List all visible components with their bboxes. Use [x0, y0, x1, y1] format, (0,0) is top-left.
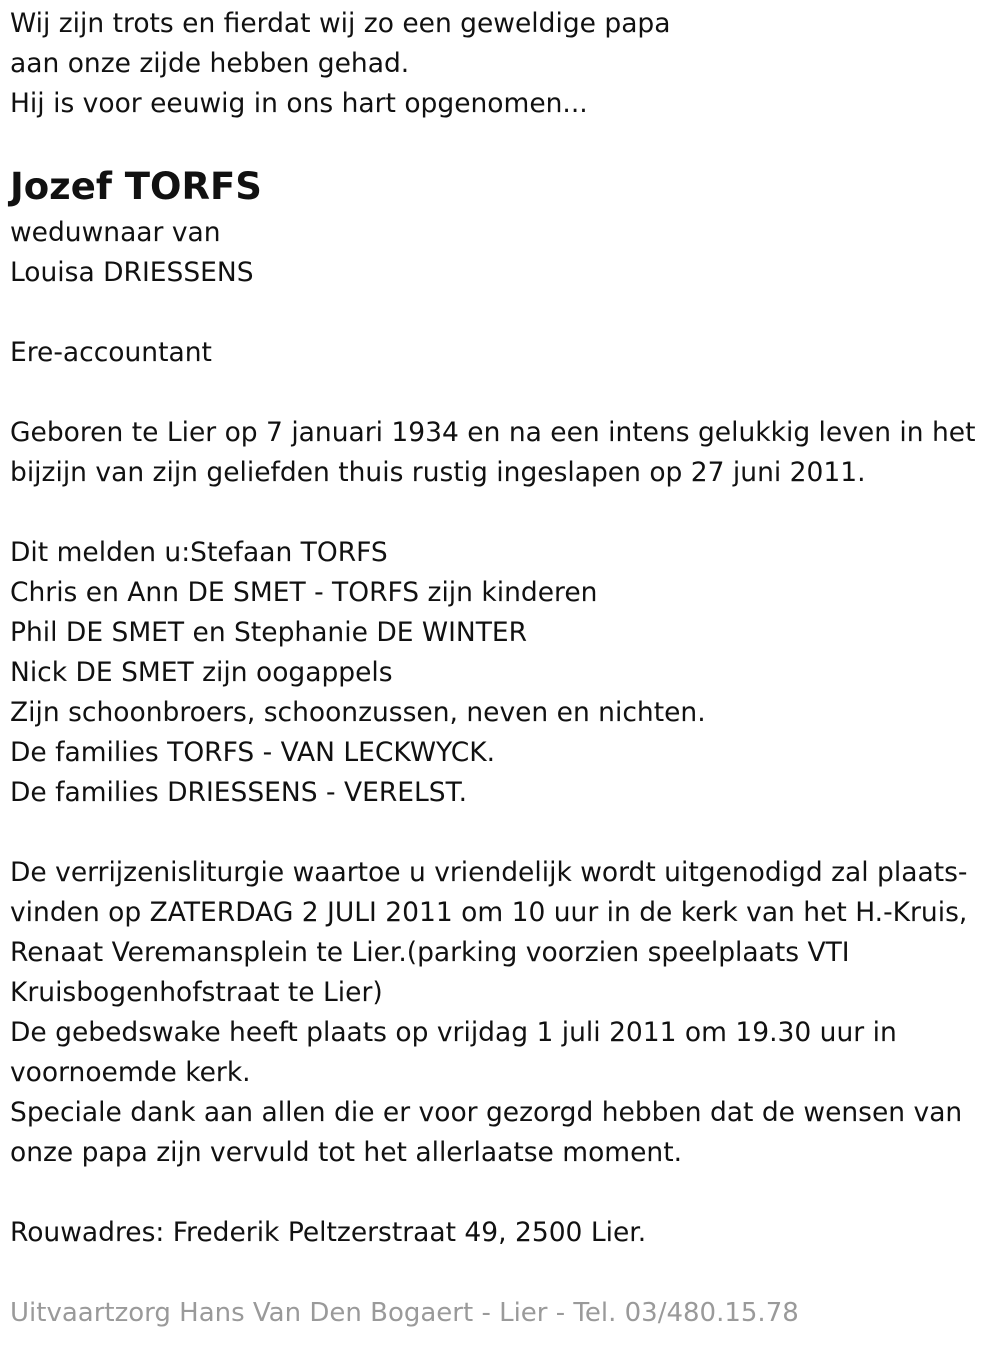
deceased-name: Jozef TORFS: [10, 165, 262, 208]
ceremony-line: De verrijzenisliturgie waartoe u vriendelijk wordt uitgenodigd zal plaats-: [10, 857, 968, 888]
spacer: [10, 373, 995, 413]
spacer: [10, 293, 995, 333]
life-line: bijzijn van zijn geliefden thuis rustig ingeslapen op 27 juni 2011.: [10, 457, 866, 488]
life-line: Geboren te Lier op 7 januari 1934 en na een intens gelukkig leven in het: [10, 417, 976, 448]
family-line: De families DRIESSENS - VERELST.: [10, 777, 468, 808]
spacer: [10, 813, 995, 853]
family-line: De families TORFS - VAN LECKWYCK.: [10, 737, 496, 768]
ceremony-line: De gebedswake heeft plaats op vrijdag 1 juli 2011 om 19.30 uur in: [10, 1017, 897, 1048]
mourning-address: Rouwadres: Frederik Peltzerstraat 49, 2500 Lier.: [10, 1217, 647, 1248]
obituary-notice: [10, 4, 995, 1253]
ceremony-line: onze papa zijn vervuld tot het allerlaatse moment.: [10, 1137, 683, 1168]
family-line: Dit melden u:Stefaan TORFS: [10, 537, 388, 568]
ceremony-paragraph: [10, 853, 995, 1173]
family-line: Phil DE SMET en Stephanie DE WINTER: [10, 617, 528, 648]
profession-text: Ere-accountant: [10, 337, 212, 368]
relation-text: weduwnaar van: [10, 217, 221, 248]
intro-line: aan onze zijde hebben gehad.: [10, 48, 410, 79]
ceremony-line: Renaat Veremansplein te Lier.(parking voorzien speelplaats VTI: [10, 937, 850, 968]
family-line: Chris en Ann DE SMET - TORFS zijn kinderen: [10, 577, 598, 608]
spouse-name: Louisa DRIESSENS: [10, 257, 254, 288]
ceremony-line: vinden op ZATERDAG 2 JULI 2011 om 10 uur in de kerk van het H.-Kruis,: [10, 897, 968, 928]
intro-line: Hij is voor eeuwig in ons hart opgenomen...: [10, 88, 588, 119]
ceremony-line: voornoemde kerk.: [10, 1057, 251, 1088]
ceremony-line: Kruisbogenhofstraat te Lier): [10, 977, 383, 1008]
family-list: [10, 533, 995, 813]
family-line: Nick DE SMET zijn oogappels: [10, 657, 393, 688]
spacer: [10, 493, 995, 533]
intro-line: Wij zijn trots en fierdat wij zo een geweldige papa: [10, 8, 671, 39]
funeral-home-footer: Uitvaartzorg Hans Van Den Bogaert - Lier - Tel. 03/480.15.78: [10, 1298, 799, 1328]
spacer: [10, 1173, 995, 1213]
intro-paragraph: [10, 4, 995, 124]
life-paragraph: [10, 413, 995, 493]
ceremony-line: Speciale dank aan allen die er voor gezorgd hebben dat de wensen van: [10, 1097, 963, 1128]
family-line: Zijn schoonbroers, schoonzussen, neven en nichten.: [10, 697, 706, 728]
